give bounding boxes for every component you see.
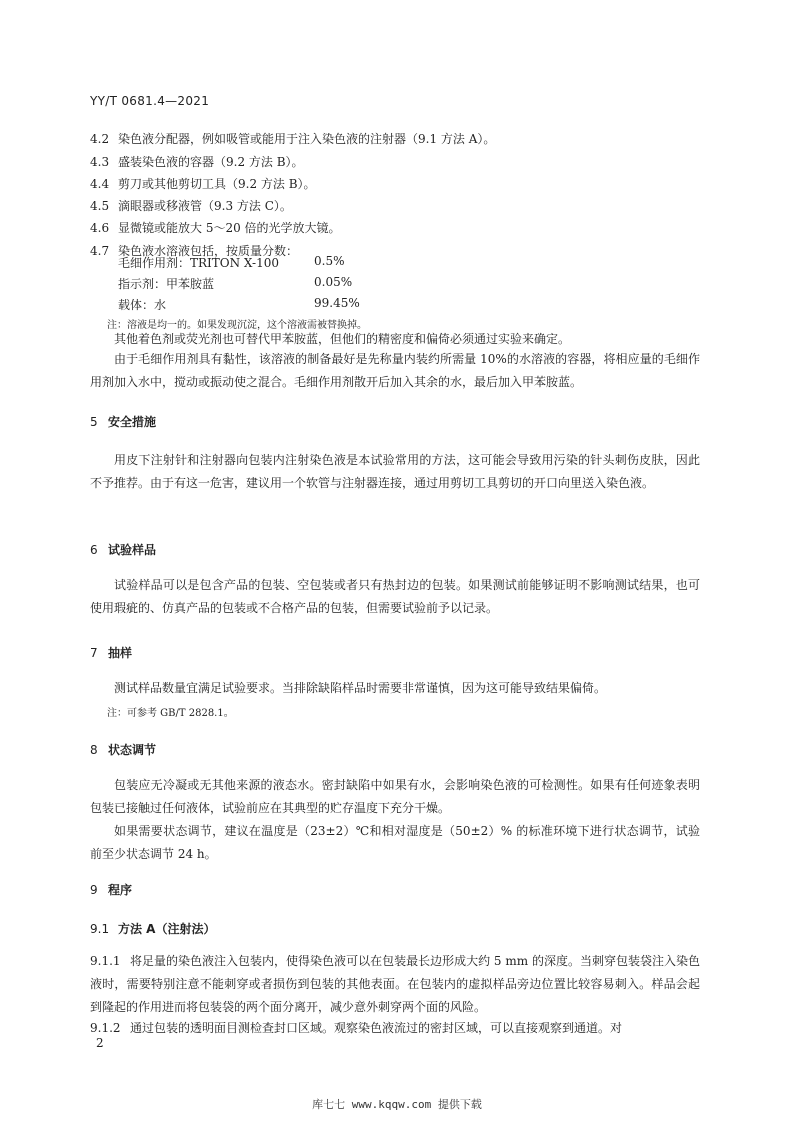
section-5-body: 用皮下注射针和注射器向包装内注射染色液是本试验常用的方法，这可能会导致用污染的针头刺伤皮肤，因此不予推荐。由于有这一危害，建议用一个软管与注射器连接，通过用剪切工具剪切的开口向里送入染色液。 xyxy=(90,453,700,490)
paragraph-9-1-1: 9.1.1 将足量的染色液注入包装内，使得染色液可以在包装最长边形成大约 5 mm 的深度。当刺穿包装袋注入染色液时，需要特别注意不能刺穿或者损伤到包装的其他表面。在包装内的虚拟样品旁边位置比较容易刺入。样品会起到隆起的作用进而将包装袋的两个面分离开，减少意外刺穿两个面的风险。 xyxy=(90,954,700,1014)
solution-component: 载体：水 xyxy=(118,298,167,312)
list-item xyxy=(90,154,304,170)
item-number: 4.4 xyxy=(90,177,110,191)
item-number: 4.7 xyxy=(90,244,110,258)
list-item xyxy=(90,131,495,147)
paragraph-9-1-2: 9.1.2 通过包装的透明面目测检查封口区域。观察染色液流过的密封区域，可以直接观察到通道。对 xyxy=(90,1021,623,1035)
page-number: 2 xyxy=(96,1036,104,1050)
solution-note: 注：溶液是均一的。如果发现沉淀，这个溶液需被替换掉。 xyxy=(107,320,367,331)
paragraph-preparation: 由于毛细作用剂具有黏性，该溶液的制备最好是先称量内装约所需量 10%的水溶液的容器，将相应量的毛细作用剂加入水中，搅动或振动使之混合。毛细作用剂散开后加入其余的水，最后加入甲苯胺蓝。 xyxy=(90,352,700,389)
section-7-note: 注：可参考 GB/T 2828.1。 xyxy=(107,708,234,719)
section-5-heading: 5 安全措施 xyxy=(90,415,157,429)
list-item xyxy=(90,220,341,236)
section-8-body-2: 如果需要状态调节，建议在温度是（23±2）℃和相对湿度是（50±2）% 的标准环境下进行状态调节，试验前至少状态调节 24 h。 xyxy=(90,824,700,861)
section-8-body-1: 包装应无冷凝或无其他来源的液态水。密封缺陷中如果有水，会影响染色液的可检测性。如果有任何迹象表明包装已接触过任何液体，试验前应在其典型的贮存温度下充分干燥。 xyxy=(90,778,700,815)
section-8-heading: 8 状态调节 xyxy=(90,743,157,757)
item-text: 剪刀或其他剪切工具（9.2 方法 B）。 xyxy=(118,177,316,191)
list-item xyxy=(90,198,292,214)
item-number: 4.6 xyxy=(90,221,110,235)
item-text: 盛装染色液的容器（9.2 方法 B）。 xyxy=(118,155,304,169)
item-text: 滴眼器或移液管（9.3 方法 C）。 xyxy=(118,199,292,213)
solution-value: 0.5% xyxy=(314,254,345,268)
list-item xyxy=(90,176,316,192)
section-7-heading: 7 抽样 xyxy=(90,646,133,660)
item-text: 染色液分配器，例如吸管或能用于注入染色液的注射器（9.1 方法 A）。 xyxy=(118,132,496,146)
solution-component: 毛细作用剂：TRITON X-100 xyxy=(118,256,280,270)
section-9-1-heading: 9.1 方法 A（注射法） xyxy=(90,922,216,936)
standard-header: YY/T 0681.4—2021 xyxy=(90,94,210,108)
section-6-body: 试验样品可以是包含产品的包装、空包装或者只有热封边的包装。如果测试前能够证明不影响测试结果，也可使用瑕疵的、仿真产品的包装或不合格产品的包装，但需要试验前予以记录。 xyxy=(90,578,700,615)
item-text: 染色液水溶液包括，按质量分数： xyxy=(118,244,299,258)
item-number: 4.5 xyxy=(90,199,110,213)
section-7-body: 测试样品数量宜满足试验要求。当排除缺陷样品时需要非常谨慎，因为这可能导致结果偏倚。 xyxy=(114,681,607,695)
item-number: 4.3 xyxy=(90,155,110,169)
paragraph-dye-alternative: 其他着色剂或荧光剂也可替代甲苯胺蓝，但他们的精密度和偏倚必须通过实验来确定。 xyxy=(114,332,571,346)
solution-value: 0.05% xyxy=(314,275,353,289)
item-text: 显微镜或能放大 5～20 倍的光学放大镜。 xyxy=(118,221,341,235)
solution-component: 指示剂：甲苯胺蓝 xyxy=(118,277,215,291)
solution-value: 99.45% xyxy=(314,296,360,310)
item-number: 4.2 xyxy=(90,132,110,146)
section-6-heading: 6 试验样品 xyxy=(90,543,157,557)
section-9-heading: 9 程序 xyxy=(90,883,133,897)
download-footer: 库七七 www.kqqw.com 提供下载 xyxy=(312,1098,482,1111)
